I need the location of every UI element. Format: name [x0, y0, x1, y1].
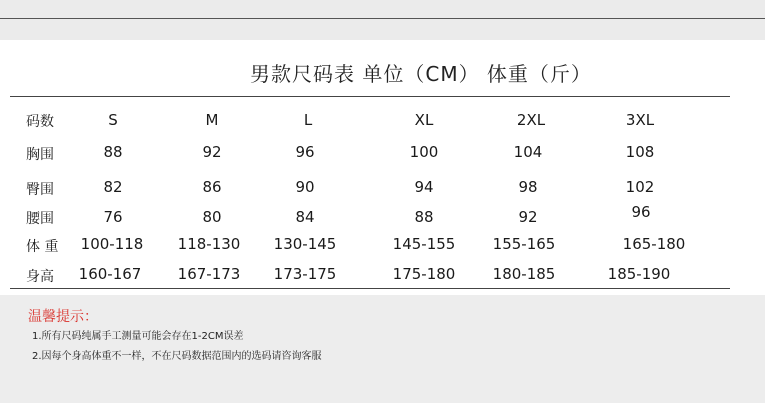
table-cell: 102	[625, 178, 655, 196]
size-chart-title: 男款尺码表 单位（CM） 体重（斤）	[250, 62, 592, 86]
table-cell: 98	[518, 178, 538, 196]
table-cell: 167-173	[177, 265, 241, 283]
table-cell: 185-190	[607, 265, 671, 283]
table-cell: 180-185	[492, 265, 556, 283]
table-cell: 96	[631, 203, 651, 221]
table-cell: 155-165	[492, 235, 556, 253]
table-cell: 90	[295, 178, 315, 196]
table-cell: 130-145	[273, 235, 337, 253]
table-bottom-rule	[10, 288, 730, 289]
table-cell: 108	[625, 143, 655, 161]
table-cell: 84	[295, 208, 315, 226]
table-cell: 173-175	[273, 265, 337, 283]
column-header-xl: XL	[414, 111, 434, 129]
tip-item-2: 2.因每个身高体重不一样，不在尺码数据范围内的选码请咨询客服	[32, 351, 322, 362]
table-top-rule	[10, 96, 730, 97]
table-cell: 160-167	[78, 265, 142, 283]
table-cell: 88	[103, 143, 123, 161]
table-cell: 92	[202, 143, 222, 161]
table-cell: 165-180	[622, 235, 686, 253]
row-label-chest: 胸围	[26, 147, 54, 163]
table-cell: 76	[103, 208, 123, 226]
row-label-hip: 臀围	[26, 182, 54, 198]
top-band	[0, 0, 765, 40]
column-header-l: L	[303, 111, 313, 129]
row-label-waist: 腰围	[26, 211, 54, 227]
top-divider	[0, 18, 765, 19]
table-cell: 175-180	[392, 265, 456, 283]
column-header-2xl: 2XL	[516, 111, 546, 129]
row-label-height: 身高	[26, 269, 54, 285]
table-cell: 80	[202, 208, 222, 226]
table-cell: 118-130	[177, 235, 241, 253]
table-cell: 94	[414, 178, 434, 196]
header-label: 码数	[26, 114, 54, 130]
column-header-3xl: 3XL	[625, 111, 655, 129]
table-cell: 100	[409, 143, 439, 161]
table-cell: 88	[414, 208, 434, 226]
tips-title: 温馨提示：	[28, 309, 98, 325]
table-cell: 92	[518, 208, 538, 226]
table-cell: 100-118	[80, 235, 144, 253]
column-header-m: M	[205, 111, 219, 129]
tip-item-1: 1.所有尺码纯属手工测量可能会存在1-2CM误差	[32, 331, 244, 342]
table-cell: 104	[513, 143, 543, 161]
table-cell: 86	[202, 178, 222, 196]
table-cell: 82	[103, 178, 123, 196]
column-header-s: S	[108, 111, 118, 129]
table-cell: 96	[295, 143, 315, 161]
row-label-weight: 体 重	[26, 239, 59, 255]
table-cell: 145-155	[392, 235, 456, 253]
